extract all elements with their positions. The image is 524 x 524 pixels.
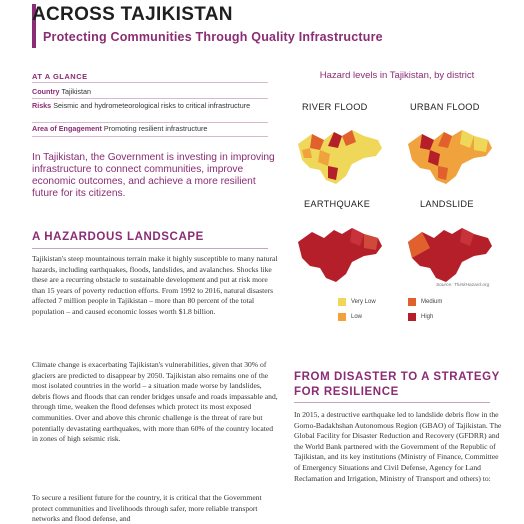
map-title-landslide: LANDSLIDE	[420, 199, 474, 209]
glance-value: Seismic and hydrometeorological risks to critical infrastructure	[53, 101, 251, 110]
page-title: ACROSS TAJIKISTAN	[32, 4, 233, 25]
glance-divider	[32, 82, 268, 83]
legend-swatch	[338, 313, 346, 321]
glance-row-risks	[32, 101, 268, 111]
landscape-paragraph-1: Tajikistan's steep mountainous terrain make it highly susceptible to many natural hazards, including earthquakes, floods, landslides, and avalanches. Shocks like these are a recurring obstacle to sustainable development and put at risk more than 15 years of poverty reduction efforts. From 1992 to 2016, natural disasters affected 7 million people in Tajikistan – more than 80 percent of the total population – and caused economic losses worth $1.8 billion.	[32, 254, 278, 316]
page-subtitle: Protecting Communities Through Quality Infrastructure	[43, 30, 383, 44]
legend-label: High	[421, 314, 434, 320]
glance-divider	[32, 136, 268, 137]
legend-swatch	[408, 313, 416, 321]
urban-flood-map	[400, 114, 496, 190]
strategy-heading-line-1: FROM DISASTER TO A STRATEGY	[294, 371, 500, 383]
strategy-heading-rule	[294, 402, 490, 403]
legend-very-low	[338, 298, 376, 306]
legend-medium	[408, 298, 442, 306]
intro-statement: In Tajikistan, the Government is investing in improving infrastructure to connect communities, improve economic outcomes, and achieve a more resilient future for its citizens.	[32, 152, 275, 199]
earthquake-map	[290, 212, 386, 288]
legend-low	[338, 313, 362, 321]
legend-label: Very Low	[351, 299, 376, 305]
glance-key: Country	[32, 87, 60, 96]
legend-high	[408, 313, 433, 321]
glance-divider	[32, 98, 268, 99]
maps-heading: Hazard levels in Tajikistan, by district	[319, 70, 475, 81]
river-flood-map	[290, 114, 386, 190]
glance-value: Tajikistan	[61, 87, 91, 96]
legend-label: Low	[351, 314, 363, 320]
legend-swatch	[338, 298, 346, 306]
glance-row-engagement	[32, 124, 268, 134]
glance-value: Promoting resilient infrastructure	[103, 124, 208, 133]
legend-label: Medium	[421, 299, 443, 305]
legend-swatch	[408, 298, 416, 306]
strategy-heading-line-2: FOR RESILIENCE	[294, 386, 399, 398]
landscape-heading: A HAZARDOUS LANDSCAPE	[32, 231, 204, 243]
landscape-paragraph-3: To secure a resilient future for the country, it is critical that the Government protect communities and livelihoods through safer, more reliable transport networks and flood defense, and	[32, 493, 262, 524]
landslide-map	[400, 212, 496, 288]
landscape-heading-rule	[32, 248, 268, 249]
landscape-paragraph-2: Climate change is exacerbating Tajikistan's vulnerabilities, given that 30% of glaciers are predicted to disappear by 2050. Tajikistan also remains one of the most isolated countries in the world – a situation made worse by landslides, debris flows and floods that can render bridges unsafe and roads impassable and, through time, weaken the flood defenses which protect its most exposed communities. Over and above this chronic challenge is the threat of rare but potentially devastating earthquakes, with more than 60% of the country located in zones of high seismic risk.	[32, 360, 278, 444]
glance-row-country	[32, 87, 268, 97]
strategy-paragraph-1: In 2015, a destructive earthquake led to landslide debris flow in the Gorno-Badakhshan Autonomous Region (GBAO) of Tajikistan. The Global Facility for Disaster Reduction and Recovery (GFDRR) and the World Bank partnered with the Government of the Republic of Tajikistan, and its key institutions (Ministry of Finance, Committee of Emergency Situations and Civil Defense, Agency for Land Reclamation and Irrigation, Ministry of Transport and others) to:	[294, 410, 502, 483]
glance-label: AT A GLANCE	[32, 72, 88, 81]
map-title-river-flood: RIVER FLOOD	[302, 102, 368, 112]
map-title-urban-flood: URBAN FLOOD	[410, 102, 480, 112]
maps-source: Source: ThinkHazard.org	[436, 283, 490, 288]
glance-divider	[32, 122, 268, 123]
glance-key: Risks	[32, 101, 52, 110]
map-title-earthquake: EARTHQUAKE	[304, 199, 371, 209]
glance-key: Area of Engagement	[32, 124, 102, 133]
